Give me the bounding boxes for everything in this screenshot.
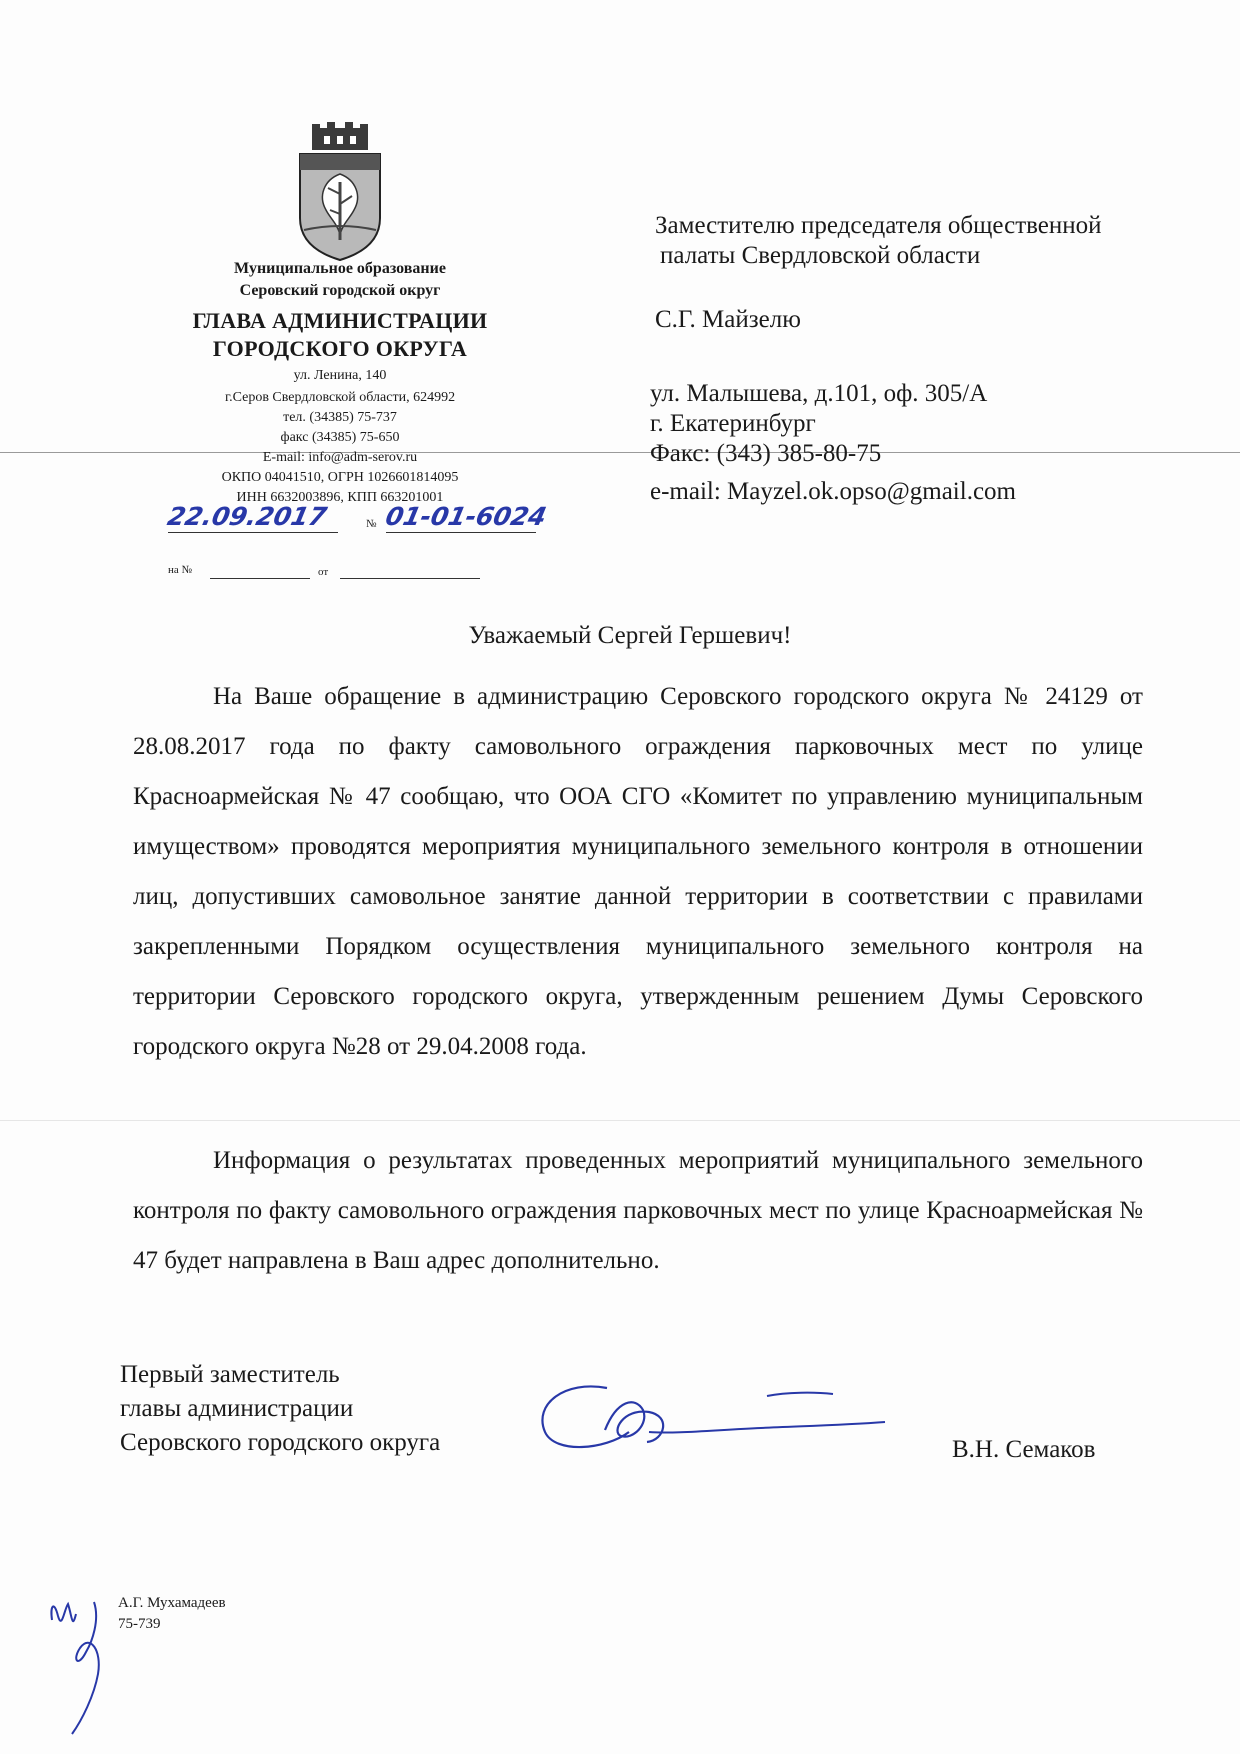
org-okpo: ОКПО 04041510, ОГРН 1026601814095 (221, 470, 459, 485)
outgoing-number: 01-01-6024 (382, 502, 550, 531)
org-name-line1: Муниципальное образование (234, 260, 446, 277)
addressee-fax: Факс: (343) 385-80-75 (650, 440, 882, 467)
coat-of-arms-emblem (290, 122, 390, 262)
reference-number-blank (210, 578, 310, 579)
executor-info (118, 1593, 226, 1635)
org-city: г.Серов Свердловской области, 624992 (224, 390, 456, 405)
executor-name: А.Г. Мухамадеев (118, 1595, 226, 1611)
body-paragraph-1-text: На Ваше обращение в администрацию Серовского городского округа № 24129 от 28.08.2017 года по факту самовольного ограждения парковочных мест по улице Красноармейская № 47 сообщаю, что ООА СГО «Комитет по управлению муниципальным имуществом» проводятся мероприятия муниципального земельного контроля в отношении лиц, допустивших самовольное занятие данной территории в соответствии с правилами закрепленными Порядком осуществления муниципального земельного контроля на территории Серовского городского округа, утвержденным решением Думы Серовского городского округа №28 от 29.04.2008 года. (133, 683, 1143, 1060)
body-paragraph-2-text: Информация о результатах проведенных мероприятий муниципального земельного контроля по факту самовольного ограждения парковочных мест по улице Красноармейская № 47 будет направлена в Ваш адрес дополнительно. (133, 1147, 1143, 1274)
addressee-street: ул. Малышева, д.101, оф. 305/А (650, 380, 988, 407)
salutation: Уважаемый Сергей Гершевич! (468, 622, 792, 649)
handwritten-signature (525, 1370, 895, 1460)
letterhead-title-line2: ГОРОДСКОГО ОКРУГА (212, 336, 468, 361)
addressee-email: e-mail: Mayzel.ok.opso@gmail.com (650, 478, 1016, 505)
executor-initials (42, 1590, 122, 1740)
body-paragraph-2 (133, 1136, 1143, 1286)
letterhead-title-line1: ГЛАВА АДМИНИСТРАЦИИ (192, 308, 488, 333)
signatory-title-line1: Первый заместитель (120, 1361, 340, 1388)
number-label: № (366, 518, 377, 530)
org-phone: тел. (34385) 75-737 (283, 410, 397, 425)
org-address: ул. Ленина, 140 (293, 368, 387, 383)
signatory-name: В.Н. Семаков (952, 1436, 1096, 1463)
org-name-line2: Серовский городской округ (239, 282, 441, 299)
date-underline (168, 532, 338, 533)
org-email: E-mail: info@adm-serov.ru (262, 450, 418, 465)
org-inn: ИНН 6632003896, КПП 663201001 (236, 490, 444, 505)
signatory-title-line2: главы администрации (120, 1395, 354, 1422)
signatory-title (120, 1358, 440, 1460)
addressee-position-line2: палаты Свердловской области (660, 242, 981, 269)
reference-from-label: от (318, 566, 329, 578)
signatory-title-line3: Серовского городского округа (120, 1429, 441, 1456)
addressee-name: С.Г. Майзелю (655, 306, 801, 333)
addressee-city: г. Екатеринбург (650, 410, 816, 437)
number-underline (386, 532, 536, 533)
addressee-position-line1: Заместителю председателя общественной (655, 212, 1102, 239)
reference-from-blank (340, 578, 480, 579)
reference-number-label: на № (168, 564, 193, 576)
scan-line-faint (0, 1120, 1240, 1121)
body-paragraph-1 (133, 672, 1143, 1072)
executor-phone: 75-739 (118, 1616, 161, 1632)
org-fax: факс (34385) 75-650 (280, 430, 400, 445)
outgoing-date: 22.09.2017 (164, 502, 330, 531)
